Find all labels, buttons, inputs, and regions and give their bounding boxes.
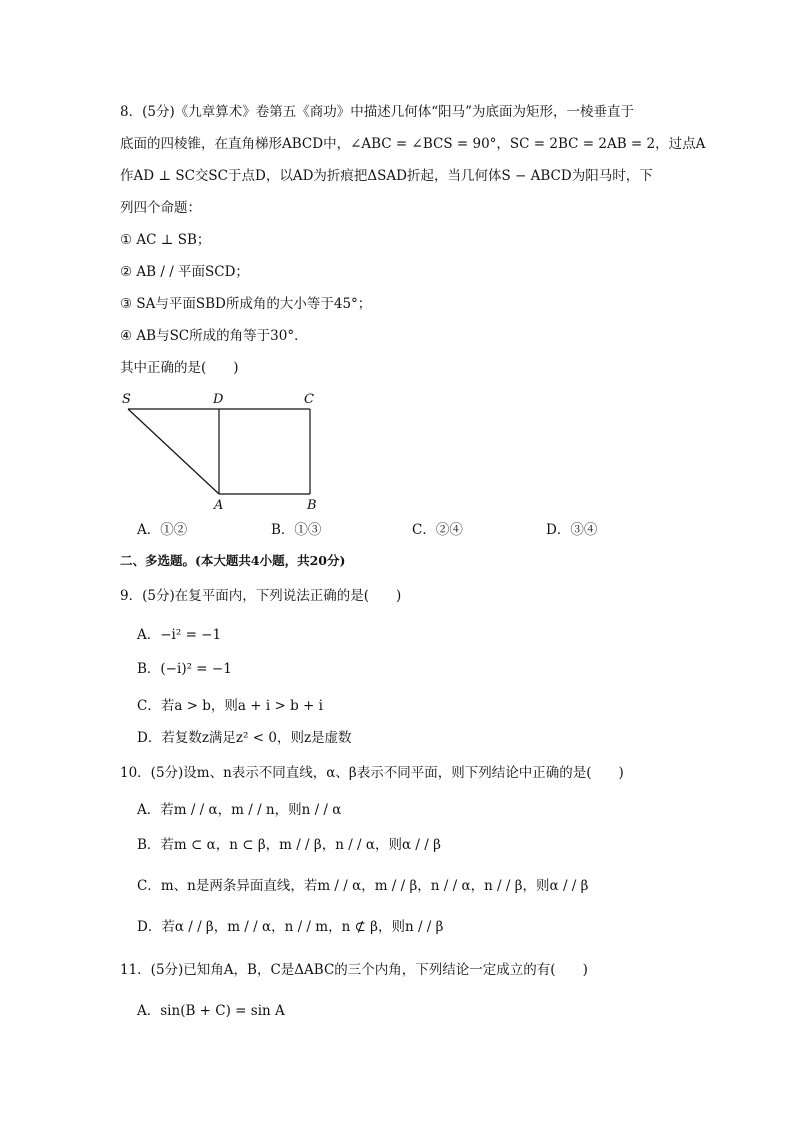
q10-option-a[interactable]: A．若m / / α，m / / n，则n / / α: [137, 802, 342, 818]
q8-option-c[interactable]: C．②④: [412, 522, 463, 538]
q8-line-1: 8．(5分)《九章算术》卷第五《商功》中描述几何体“阳马”为底面为矩形，一棱垂直于: [120, 104, 635, 120]
q10-stem: 10．(5分)设m、n表示不同直线，α、β表示不同平面，则下列结论中正确的是( ): [120, 765, 624, 781]
trapezoid-figure: [110, 388, 340, 518]
q8-line-4: 列四个命题：: [120, 200, 201, 216]
q8-proposition-3: ③ SA与平面SBD所成角的大小等于45°；: [120, 296, 372, 312]
q8-option-a[interactable]: A．①②: [137, 522, 188, 538]
figure-label-s: S: [122, 392, 131, 407]
q8-proposition-1: ① AC ⊥ SB；: [120, 232, 211, 248]
q9-option-c[interactable]: C．若a > b，则a + i > b + i: [137, 698, 323, 714]
q9-stem: 9．(5分)在复平面内，下列说法正确的是( ): [120, 588, 402, 604]
q8-proposition-2: ② AB / / 平面SCD；: [120, 264, 249, 280]
q10-option-b[interactable]: B．若m ⊂ α，n ⊂ β，m / / β，n / / α，则α / / β: [137, 837, 441, 853]
q8-option-b[interactable]: B．①③: [271, 522, 322, 538]
q8-proposition-4: ④ AB与SC所成的角等于30°．: [120, 328, 308, 344]
q11-option-a[interactable]: A．sin(B + C) = sin A: [137, 1003, 285, 1019]
figure-edge-sa: [128, 409, 219, 494]
q8-question: 其中正确的是( ): [120, 360, 239, 376]
figure-label-b: B: [307, 498, 317, 513]
figure-label-a: A: [214, 498, 224, 513]
section-heading-multiple-choice: 二、多选题。(本大题共4小题，共20分): [120, 553, 346, 568]
q10-option-c[interactable]: C．m、n是两条异面直线，若m / / α，m / / β，n / / α，n / / β，则α / / β: [137, 878, 589, 894]
figure-label-d: D: [213, 392, 224, 407]
q11-stem: 11．(5分)已知角A，B，C是ΔABC的三个内角，下列结论一定成立的有( ): [120, 962, 588, 978]
q10-option-d[interactable]: D．若α / / β，m / / α，n / / m，n ⊄ β，则n / / β: [137, 919, 444, 935]
q9-option-d[interactable]: D．若复数z满足z² < 0，则z是虚数: [137, 730, 352, 746]
q8-option-d[interactable]: D．③④: [546, 522, 598, 538]
figure-label-c: C: [304, 392, 314, 407]
q8-line-2: 底面的四棱锥，在直角梯形ABCD中，∠ABC = ∠BCS = 90°，SC = 2BC = 2AB = 2，过点A: [120, 136, 706, 152]
q9-option-b[interactable]: B．(−i)² = −1: [137, 661, 232, 677]
q9-option-a[interactable]: A．−i² = −1: [137, 627, 222, 643]
q8-line-3: 作AD ⊥ SC交SC于点D，以AD为折痕把ΔSAD折起，当几何体S − ABCD为阳马时，下: [120, 168, 653, 184]
